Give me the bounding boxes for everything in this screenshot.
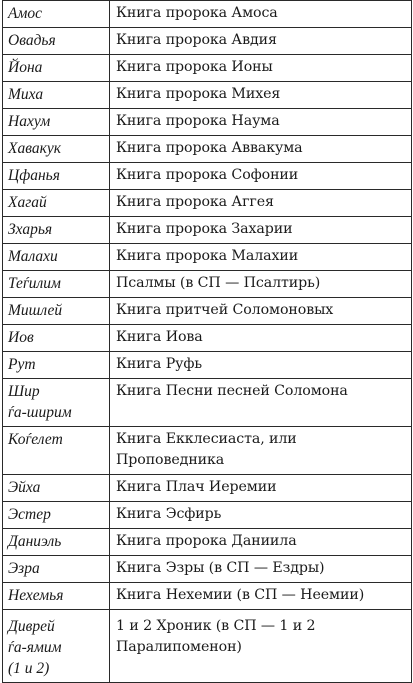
book-title-cell: Книга Эсфирь xyxy=(110,502,412,529)
table-row xyxy=(3,190,412,217)
book-title-cell: Книга притчей Соломоновых xyxy=(110,298,412,325)
hebrew-name-cell: Иов xyxy=(3,325,110,352)
book-title-cell: Книга Песни песней Соломона xyxy=(110,379,412,427)
book-title-cell: Книга пророка Захарии xyxy=(110,217,412,244)
hebrew-name-cell: Зхарья xyxy=(3,217,110,244)
table-row xyxy=(3,1,412,28)
table-row xyxy=(3,610,412,683)
book-title-cell: 1 и 2 Хроник (в СП — 1 и 2 Паралипоменон) xyxy=(110,610,412,683)
book-title-cell: Книга Плач Иеремии xyxy=(110,475,412,502)
hebrew-name-cell: Хавакук xyxy=(3,136,110,163)
hebrew-name-cell: Диврей ѓа-ямим (1 и 2) xyxy=(3,610,110,683)
table-row xyxy=(3,28,412,55)
book-title-cell: Книга пророка Михея xyxy=(110,82,412,109)
hebrew-name-cell: Эйха xyxy=(3,475,110,502)
table-row xyxy=(3,583,412,610)
hebrew-name-cell: Коѓелет xyxy=(3,427,110,475)
book-title-cell: Книга пророка Малахии xyxy=(110,244,412,271)
book-title-cell: Книга пророка Даниила xyxy=(110,529,412,556)
hebrew-name-cell: Миха xyxy=(3,82,110,109)
table-row xyxy=(3,556,412,583)
table-row xyxy=(3,427,412,475)
table-row xyxy=(3,475,412,502)
hebrew-name-cell: Йона xyxy=(3,55,110,82)
book-title-cell: Книга Екклесиаста, или Проповедника xyxy=(110,427,412,475)
book-title-cell: Книга пророка Амоса xyxy=(110,1,412,28)
table-row xyxy=(3,217,412,244)
table-row xyxy=(3,325,412,352)
table-row xyxy=(3,82,412,109)
table-row xyxy=(3,55,412,82)
book-title-cell: Псалмы (в СП — Псалтирь) xyxy=(110,271,412,298)
hebrew-name-cell: Мишлей xyxy=(3,298,110,325)
book-title-cell: Книга пророка Наума xyxy=(110,109,412,136)
hebrew-name-cell: Амос xyxy=(3,1,110,28)
table-row xyxy=(3,136,412,163)
hebrew-name-cell: Овадья xyxy=(3,28,110,55)
books-table xyxy=(2,0,412,683)
hebrew-name-cell: Цфанья xyxy=(3,163,110,190)
hebrew-name-cell: Шир ѓа-ширим xyxy=(3,379,110,427)
hebrew-name-cell: Малахи xyxy=(3,244,110,271)
book-title-cell: Книга Эзры (в СП — Ездры) xyxy=(110,556,412,583)
hebrew-name-cell: Даниэль xyxy=(3,529,110,556)
book-title-cell: Книга пророка Аггея xyxy=(110,190,412,217)
table-row xyxy=(3,244,412,271)
hebrew-name-cell: Нахум xyxy=(3,109,110,136)
hebrew-name-cell: Рут xyxy=(3,352,110,379)
table-row xyxy=(3,271,412,298)
table-row xyxy=(3,298,412,325)
hebrew-name-cell: Эзра xyxy=(3,556,110,583)
table-row xyxy=(3,529,412,556)
table-row xyxy=(3,109,412,136)
hebrew-name-cell: Теѓилим xyxy=(3,271,110,298)
book-title-cell: Книга Руфь xyxy=(110,352,412,379)
book-title-cell: Книга Нехемии (в СП — Неемии) xyxy=(110,583,412,610)
book-title-cell: Книга пророка Софонии xyxy=(110,163,412,190)
book-title-cell: Книга пророка Аввакума xyxy=(110,136,412,163)
hebrew-name-cell: Нехемья xyxy=(3,583,110,610)
table-row xyxy=(3,352,412,379)
table-row xyxy=(3,163,412,190)
book-title-cell: Книга пророка Ионы xyxy=(110,55,412,82)
hebrew-name-cell: Хагай xyxy=(3,190,110,217)
table-row xyxy=(3,502,412,529)
book-title-cell: Книга пророка Авдия xyxy=(110,28,412,55)
table-row xyxy=(3,379,412,427)
hebrew-name-cell: Эстер xyxy=(3,502,110,529)
book-title-cell: Книга Иова xyxy=(110,325,412,352)
